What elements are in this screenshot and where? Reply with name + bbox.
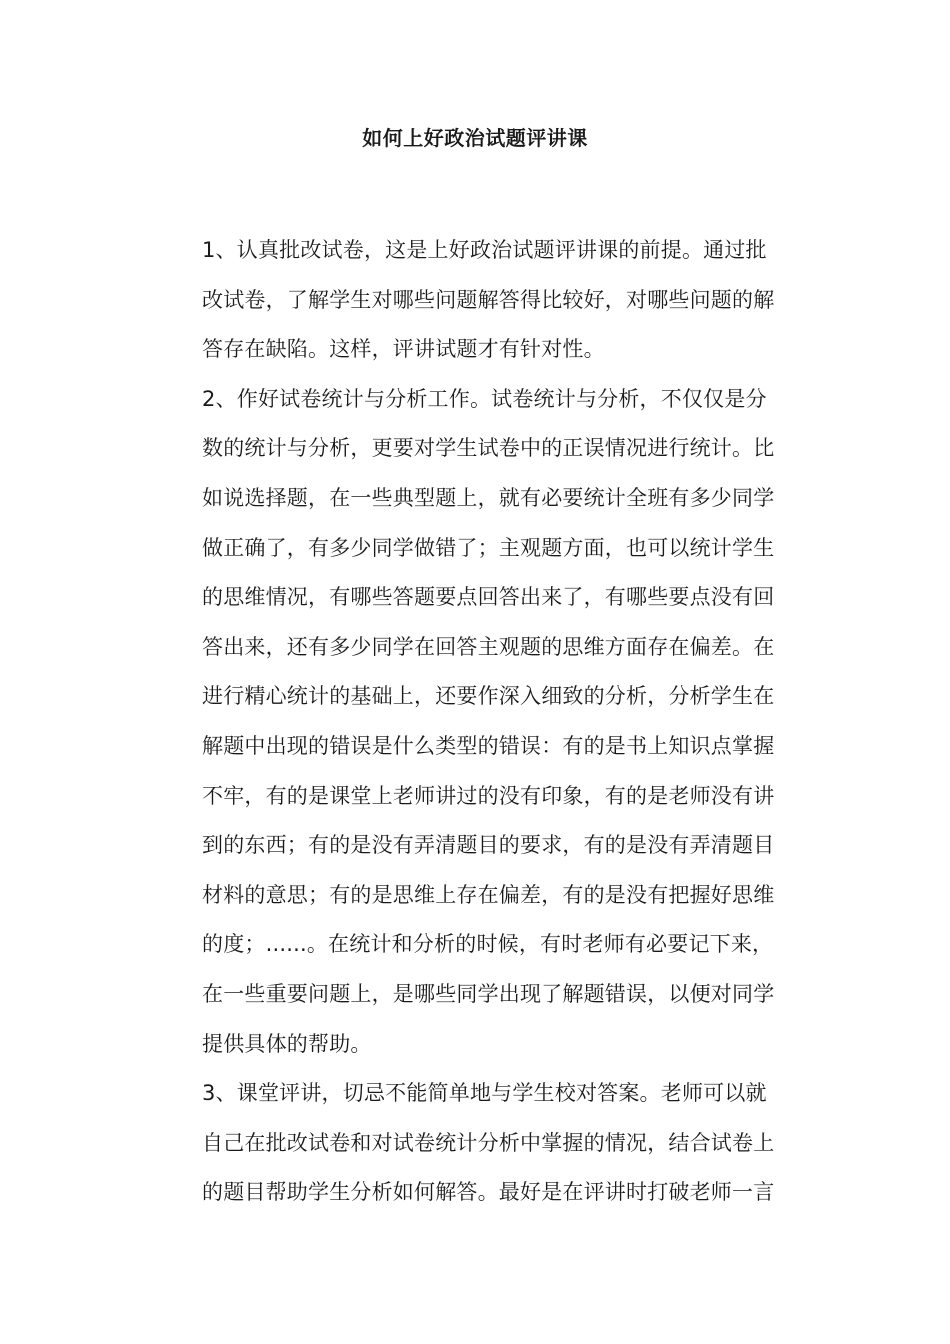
text-line: 在一些重要问题上，是哪些同学出现了解题错误，以便对同学 bbox=[202, 981, 775, 1006]
text-line: 2、作好试卷统计与分析工作。试卷统计与分析，不仅仅是分 bbox=[202, 386, 767, 411]
text-line: 3、课堂评讲，切忌不能简单地与学生校对答案。老师可以就 bbox=[202, 1081, 767, 1106]
text-line: 提供具体的帮助。 bbox=[202, 1031, 372, 1056]
text-line: 自己在批改试卷和对试卷统计分析中掌握的情况，结合试卷上 bbox=[202, 1130, 775, 1155]
text-line: 做正确了，有多少同学做错了；主观题方面，也可以统计学生 bbox=[202, 535, 775, 560]
text-line: 解题中出现的错误是什么类型的错误：有的是书上知识点掌握 bbox=[202, 733, 775, 758]
text-line: 进行精心统计的基础上，还要作深入细致的分析，分析学生在 bbox=[202, 684, 775, 709]
document-body bbox=[202, 226, 812, 1218]
text-line: 材料的意思；有的是思维上存在偏差，有的是没有把握好思维 bbox=[202, 882, 775, 907]
document-title: 如何上好政治试题评讲课 bbox=[362, 126, 588, 150]
text-line: 的题目帮助学生分析如何解答。最好是在评讲时打破老师一言 bbox=[202, 1180, 775, 1205]
text-line: 到的东西；有的是没有弄清题目的要求，有的是没有弄清题目 bbox=[202, 833, 775, 858]
text-line: 改试卷，了解学生对哪些问题解答得比较好，对哪些问题的解 bbox=[202, 287, 775, 312]
text-line: 的思维情况，有哪些答题要点回答出来了，有哪些要点没有回 bbox=[202, 585, 775, 610]
paragraph-3 bbox=[202, 1069, 812, 1218]
text-line: 不牢，有的是课堂上老师讲过的没有印象，有的是老师没有讲 bbox=[202, 783, 775, 808]
text-line: 数的统计与分析，更要对学生试卷中的正误情况进行统计。比 bbox=[202, 436, 775, 461]
text-line: 答出来，还有多少同学在回答主观题的思维方面存在偏差。在 bbox=[202, 634, 775, 659]
text-line: 如说选择题，在一些典型题上，就有必要统计全班有多少同学 bbox=[202, 485, 775, 510]
text-line: 1、认真批改试卷，这是上好政治试题评讲课的前提。通过批 bbox=[202, 238, 767, 262]
paragraph-2 bbox=[202, 375, 812, 1069]
text-line: 答存在缺陷。这样，评讲试题才有针对性。 bbox=[202, 337, 605, 362]
paragraph-1 bbox=[202, 226, 812, 375]
text-line: 的度；......。在统计和分析的时候，有时老师有必要记下来， bbox=[202, 932, 774, 957]
